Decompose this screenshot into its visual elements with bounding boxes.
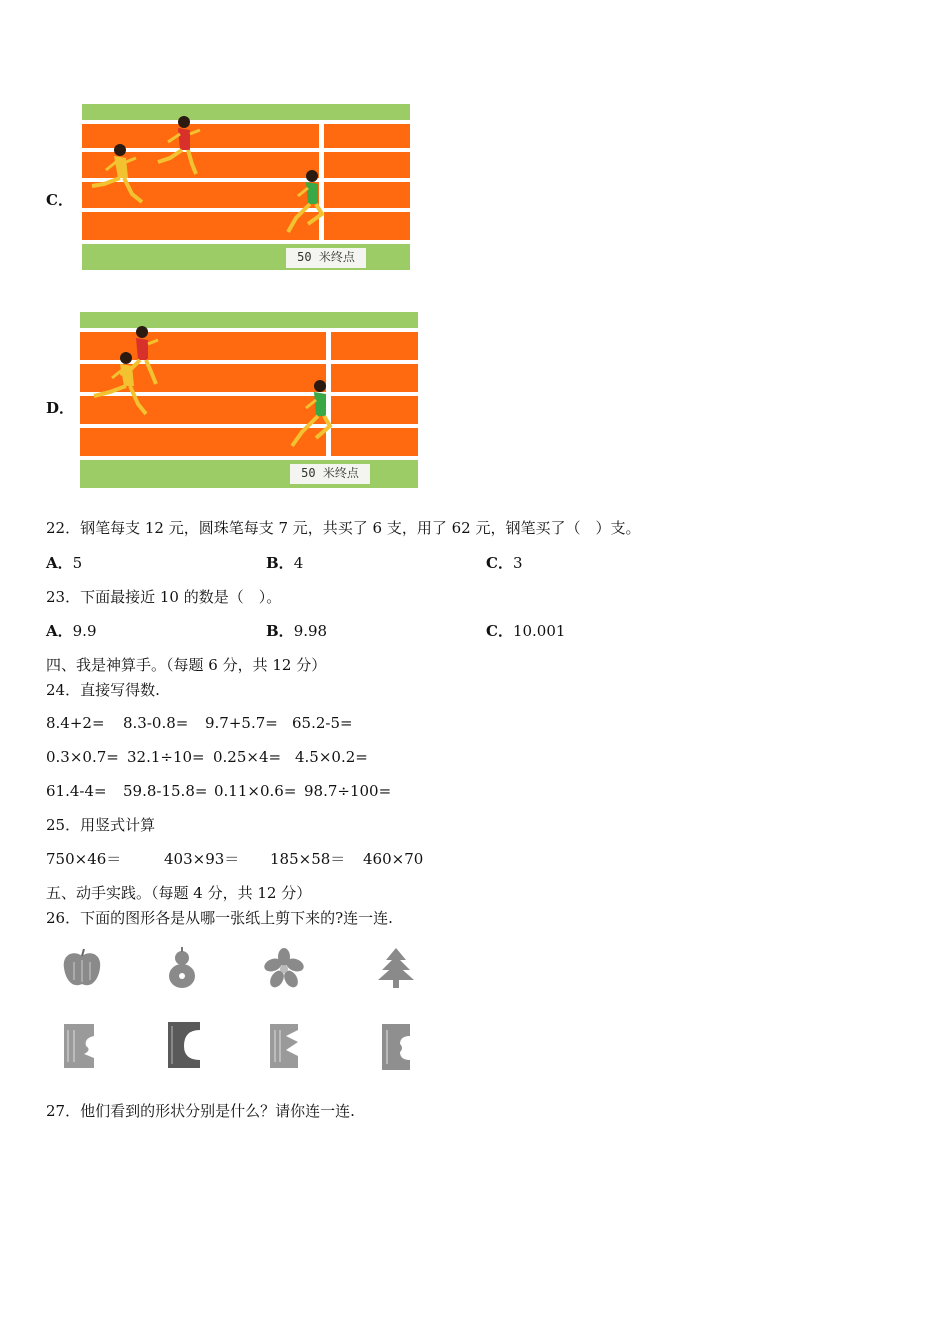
q24-item: 9.7+5.7= [205, 714, 278, 732]
q24-item: 0.11×0.6= [214, 782, 297, 800]
q24-item: 0.3×0.7= [46, 748, 119, 766]
q26-stem: 26．下面的图形各是从哪一张纸上剪下来的?连一连. [46, 909, 393, 927]
option-text: 10.001 [512, 622, 566, 640]
q23-stem: 23．下面最接近 10 的数是（ ）。 [46, 588, 282, 606]
q23-option-a[interactable] [46, 621, 97, 641]
option-label: A． [46, 554, 73, 572]
q24-item: 8.3-0.8= [123, 714, 189, 732]
paper-cut-3[interactable] [268, 1022, 300, 1070]
q23-option-b[interactable] [266, 621, 327, 641]
option-label: B． [266, 554, 294, 572]
apple-icon[interactable] [60, 948, 104, 990]
option-c-label: C． [46, 191, 73, 209]
gourd-icon[interactable] [164, 946, 200, 990]
finish-line-sign: 50 米终点 [286, 248, 366, 268]
q22-option-c[interactable] [486, 553, 523, 573]
running-track-c [82, 104, 410, 270]
section-4-heading: 四、我是神算手。（每题 6 分，共 12 分） [46, 656, 327, 674]
tree-icon[interactable] [376, 946, 416, 990]
option-text: 9.9 [72, 622, 97, 640]
q25-item: 185×58＝ [270, 850, 346, 868]
q24-item: 98.7÷100= [304, 782, 392, 800]
q22-option-a[interactable] [46, 553, 82, 573]
q24-item: 59.8-15.8= [123, 782, 208, 800]
finish-line-sign: 50 米终点 [290, 464, 370, 484]
flower-icon[interactable] [262, 948, 306, 988]
section-5-heading: 五、动手实践。（每题 4 分，共 12 分） [46, 884, 312, 902]
q24-stem: 24．直接写得数. [46, 681, 160, 699]
option-d-label: D． [46, 399, 75, 417]
option-text: 3 [512, 554, 523, 572]
q22-stem: 22．钢笔每支 12 元，圆珠笔每支 7 元，共买了 6 支，用了 62 元，钢笔买了（ ）支。 [46, 519, 641, 537]
paper-cut-2[interactable] [164, 1020, 204, 1070]
q27-stem: 27．他们看到的形状分别是什么？请你连一连. [46, 1102, 355, 1120]
option-text: 4 [293, 554, 304, 572]
option-label: A． [46, 622, 73, 640]
option-label: C． [486, 622, 513, 640]
q24-item: 0.25×4= [213, 748, 282, 766]
q25-item: 403×93＝ [164, 850, 240, 868]
q25-item: 750×46＝ [46, 850, 122, 868]
option-text: 9.98 [293, 622, 328, 640]
option-text: 5 [72, 554, 83, 572]
q24-item: 32.1÷10= [127, 748, 205, 766]
q24-item: 65.2-5= [292, 714, 353, 732]
paper-cut-1[interactable] [62, 1022, 96, 1070]
q22-option-b[interactable] [266, 553, 303, 573]
paper-cut-4[interactable] [380, 1022, 412, 1072]
q23-option-c[interactable] [486, 621, 565, 641]
option-label: B． [266, 622, 294, 640]
q24-item: 8.4+2= [46, 714, 105, 732]
option-label: C． [486, 554, 513, 572]
running-track-d [80, 312, 418, 488]
q24-item: 61.4-4= [46, 782, 107, 800]
option-c-track-image [82, 104, 410, 270]
q25-item: 460×70 [363, 850, 424, 868]
q24-item: 4.5×0.2= [295, 748, 368, 766]
option-d-track-image [80, 312, 418, 488]
q25-stem: 25．用竖式计算 [46, 816, 156, 834]
